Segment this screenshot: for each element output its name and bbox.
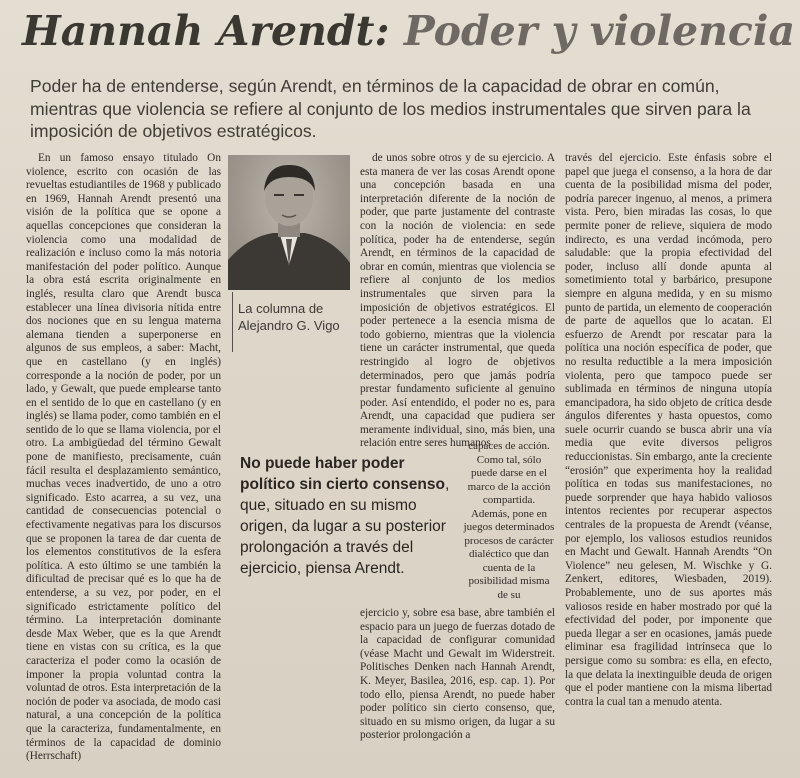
column-1-text: En un famoso ensayo titulado On violence, escrito con ocasión de las revueltas estudiantiles de 1968 y publicado en 1969, Hannah Arendt presentó una visión de la política que se opone a aquellas concepciones que consideran la violencia como una modalidad de realización e incluso como la más notoria manifestación del poder político. Aunque la obra está escrita originalmente en inglés, resulta claro que Arendt busca establecer una línea divisoria nítida entre dos nociones que en su lengua materna alemana tienden a superponerse en algunos de sus empleos, a saber: Macht, que en castellano (y en inglés) corresponde a la noción de poder, por un lado, y Gewalt, que puede emplearse tanto en el sentido de lo que en castellano (y en inglés) se llama poder, como también en el sentido de lo que se llama violencia, por el otro. La ambigüedad del término Gewalt pone de manifiesto, precisamente, cuán fácil resulta el desplazamiento semántico, muchas veces inadvertido, de uno a otro significado. Esto acarrea, a su vez, una cantidad de consecuencias potencial o efectivamente negativas para los discursos que se proponen la tarea de dar cuenta de los elementos constitutivos de la esfera política. A esto último se une también la dificultad de precisar qué es lo que ha de entenderse, a su vez, por poder, en el significado estrictamente político del término. La interpretación dominante desde Max Weber, que es la que Arendt tiene en vistas con su crítica, es la que caracteriza el poder como la ocasión de imponer la propia voluntad contra la voluntad de otros. Esta interpretación de la noción de poder va asociada, de modo casi natural, a una concepción de la política que la caracteriza, fundamentalmente, en términos de la capacidad de dominio (Herrschaft) — [26, 152, 221, 763]
photo-caption: La columna de Alejandro G. Vigo — [238, 301, 340, 333]
headline-name: Hannah Arendt: — [22, 7, 390, 55]
column-1 — [26, 152, 221, 764]
caption-rule — [232, 292, 233, 352]
column-3 — [565, 152, 772, 709]
pull-quote-bold: No puede haber poder político sin cierto consenso — [240, 455, 445, 493]
headline — [22, 4, 796, 58]
pull-quote — [240, 453, 460, 579]
column-3-text: través del ejercicio. Este énfasis sobre el papel que juega el consenso, a la hora de dar cuenta de la posibilidad misma del poder, podría parecer ingenuo, al menos, a primera vista. Pero, bien miradas las cosas, lo que permite poner de relieve, siquiera de modo indirecto, es una verdad incómoda, pero saludable: que la propia efectividad del poder, incluso allí donde apunta al sometimiento total y barbárico, presupone siempre en alguna medida, y en su mismo punto de partida, un elemento de cooperación de parte de aquellos que lo acatan. El esfuerzo de Arendt por rescatar para la política una noción específica de poder, que no resulta reductible a la mera imposición violenta, pero que tampoco puede ser sublimada en términos de ninguna utopía emancipadora, ha sido objeto de crítica desde ángulos diferentes y hasta opuestos, como suele ocurrir cuando se busca abrir una vía media que evite diversos peligros reduccionistas. Sin embargo, ante la creciente “erosión” que experimenta hoy la realidad política en todas sus manifestaciones, no puede sorprender que haya habido valiosos intentos recientes por recuperar aspectos centrales de la propuesta de Arendt (véanse, por ejemplo, los valiosos estudios reunidos en Macht und Gewalt. Hannah Arendts “On Violence” neu gelesen, M. Wischke y G. Zenkert, editores, Wiesbaden, 2019). Probablemente, uno de sus aportes más valiosos reside en haber mostrado por qué la efectividad del poder, por imponente que pueda llegar a ser en ocasiones, jamás puede eliminar esa fragilidad intrínseca que lo persigue como su sombra: es ella, en efecto, la que delata la inextinguible deuda de origen que el poder mantiene con la misma libertad contra la cual tan a menudo atenta. — [565, 152, 772, 708]
column-2-bottom-text: ejercicio y, sobre esa base, abre también el espacio para un juego de fuerzas dotado de la capacidad de configurar comunidad (véase Macht und Gewalt im Widerstreit. Politisches Denken nach Hannah Arendt, K. Meyer, Basilea, 2016, esp. cap. 1). Por todo ello, piensa Arendt, no puede haber poder político sin cierto consenso, que, situado en su mismo origen, da lugar a su posterior prolongación a — [360, 607, 555, 742]
column-2-bottom — [360, 607, 555, 743]
column-2 — [360, 152, 555, 451]
portrait-image — [228, 155, 350, 290]
column-2-narrow-text: capaces de acción. Como tal, sólo puede darse en el marco de la acción compartida. Además, pone en juegos determinados procesos de carácter dialéctico que dan cuenta de la posibilidad misma de su — [463, 440, 555, 601]
column-2-narrow — [463, 440, 555, 602]
lead-paragraph: Poder ha de entenderse, según Arendt, en términos de la capacidad de obrar en común, mientras que violencia se refiere al conjunto de los medios instrumentales que sirven para la imposición de objetivos estratégicos. — [30, 76, 751, 141]
column-2-text: de unos sobre otros y de su ejercicio. A esta manera de ver las cosas Arendt opone una concepción basada en una interpretación diferente de la noción de poder, que parte justamente del contraste con la noción de violencia: en sede política, poder ha de entenderse, según Arendt, en términos de la capacidad de obrar en común, mientras que violencia se refiere al conjunto de los medios instrumentales que sirven para la imposición de objetivos estratégicos. El poder pertenece a la esencia misma de todo gobierno, mientras que la violencia tiene un carácter instrumental, que queda restringido al logro de objetivos determinados, pero que jamás podría prestar fundamento suficiente al genuino poder. Así entendido, el poder no es, para Arendt, una capacidad que pudiera ser meramente individual, sino, más bien, una relación entre seres humanos — [360, 152, 555, 450]
headline-topic: Poder y violencia — [403, 7, 796, 55]
author-photo — [228, 155, 350, 290]
pull-quote-rest: , que, situado en su mismo origen, da lugar a su posterior prolongación a través del ejercicio, piensa Arendt. — [240, 476, 450, 577]
